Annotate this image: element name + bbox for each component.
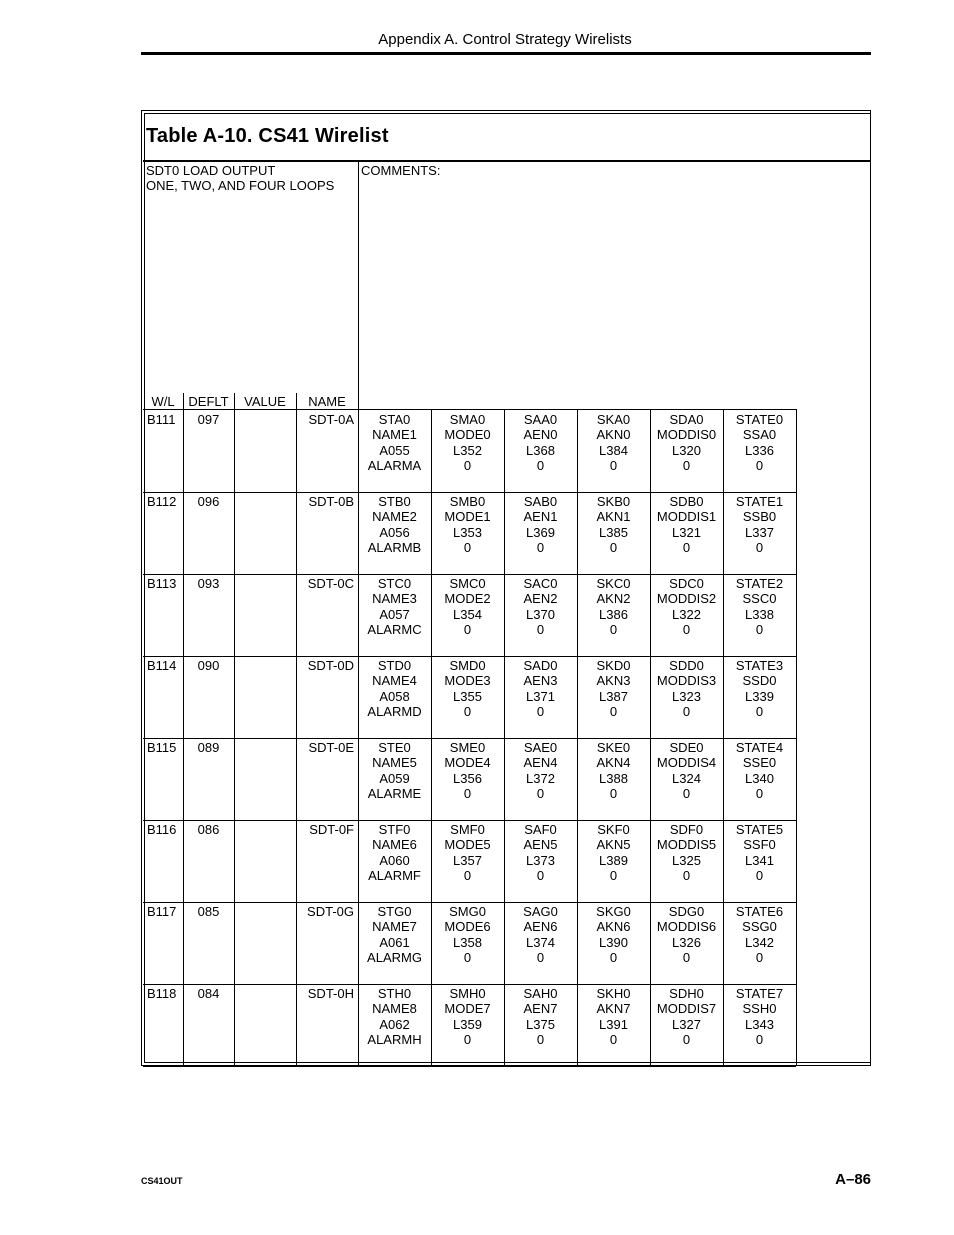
block-parameter-line: AEN4 (523, 755, 558, 771)
block-parameter-line: SDD0 (669, 658, 704, 673)
block-parameter-cell (358, 740, 431, 801)
block-parameter-line: NAME1 (372, 427, 417, 443)
block-parameter-line: SMH0 (449, 986, 486, 1001)
block-parameter-line: AEN1 (523, 509, 558, 525)
block-parameter-cell (431, 658, 504, 719)
block-parameter-line: L338 (745, 606, 774, 622)
table-row (143, 656, 796, 739)
block-parameter-line: L356 (453, 770, 482, 786)
cell-wl: B116 (147, 822, 177, 837)
block-parameter-line: L355 (453, 688, 482, 704)
block-parameter-line: STATE0 (735, 412, 784, 427)
block-parameter-line: L322 (672, 606, 701, 622)
block-parameter-line: L341 (745, 852, 774, 868)
block-parameter-line: STATE7 (735, 986, 784, 1001)
block-parameter-line: 0 (682, 703, 691, 719)
block-parameter-line: SSA0 (742, 427, 777, 443)
block-parameter-line: SDG0 (668, 904, 705, 919)
block-parameter-line: SKE0 (596, 740, 631, 755)
block-parameter-line: STB0 (378, 494, 411, 509)
block-parameter-line: 0 (463, 703, 472, 719)
block-parameter-line: 0 (755, 867, 764, 883)
block-parameter-cell (723, 658, 796, 719)
block-parameter-line: L386 (599, 606, 628, 622)
block-parameter-cell (431, 904, 504, 965)
cell-deflt: 084 (197, 986, 220, 1001)
block-parameter-line: SMC0 (449, 576, 486, 591)
block-parameter-line: ALARMC (367, 621, 422, 637)
cell-name: SDT-0E (308, 740, 354, 755)
block-parameter-cell (723, 412, 796, 473)
block-parameter-line: 0 (609, 785, 618, 801)
block-parameter-line: L373 (526, 852, 555, 868)
block-parameter-line: A057 (379, 606, 410, 622)
block-parameter-line: 0 (609, 539, 618, 555)
block-parameter-cell (358, 494, 431, 555)
block-parameter-cell (431, 740, 504, 801)
block-parameter-line: SKA0 (596, 412, 631, 427)
block-parameter-line: SAG0 (523, 904, 558, 919)
cell-name: SDT-0A (308, 412, 354, 427)
block-parameter-line: 0 (463, 621, 472, 637)
block-parameter-line: SAE0 (523, 740, 558, 755)
block-parameter-cell (358, 904, 431, 965)
block-parameter-cell (577, 658, 650, 719)
block-parameter-line: AEN0 (523, 427, 558, 443)
block-parameter-cell (650, 494, 723, 555)
block-parameter-line: L369 (526, 524, 555, 540)
block-parameter-line: 0 (682, 785, 691, 801)
block-parameter-line: SKD0 (596, 658, 631, 673)
block-parameter-line: 0 (755, 785, 764, 801)
block-parameter-line: A059 (379, 770, 410, 786)
cell-deflt: 093 (197, 576, 220, 591)
column-divider (234, 410, 235, 492)
cell-deflt: 089 (197, 740, 220, 755)
block-parameter-line: 0 (682, 621, 691, 637)
block-parameter-line: NAME7 (372, 919, 417, 935)
block-parameter-cell (723, 904, 796, 965)
block-parameter-line: 0 (463, 457, 472, 473)
block-label-line1: SDT0 LOAD OUTPUT (146, 163, 276, 178)
cell-deflt: 086 (197, 822, 220, 837)
block-parameter-cell (650, 904, 723, 965)
block-parameter-cell (577, 986, 650, 1047)
block-parameter-line: STE0 (378, 740, 411, 755)
grid-right-border (796, 409, 797, 1064)
block-parameter-line: SDC0 (669, 576, 704, 591)
block-parameter-line: SME0 (449, 740, 486, 755)
block-parameter-line: 0 (755, 703, 764, 719)
block-parameter-line: 0 (682, 949, 691, 965)
column-divider (234, 984, 235, 1066)
block-parameter-line: AEN5 (523, 837, 558, 853)
block-parameter-line: SSB0 (742, 509, 777, 525)
block-parameter-line: ALARMG (367, 949, 422, 965)
block-parameter-line: L321 (672, 524, 701, 540)
block-parameter-line: SSH0 (742, 1001, 777, 1017)
block-parameter-line: L387 (599, 688, 628, 704)
cell-name: SDT-0G (307, 904, 354, 919)
block-parameter-line: STF0 (378, 822, 411, 837)
column-header-wl: W/L (151, 394, 175, 409)
block-parameter-cell (577, 494, 650, 555)
page-header-title: Appendix A. Control Strategy Wirelists (378, 31, 632, 48)
cell-wl: B117 (147, 904, 177, 919)
table-row (143, 574, 796, 657)
block-parameter-line: A055 (379, 442, 410, 458)
block-parameter-line: 0 (609, 621, 618, 637)
block-parameter-line: L352 (453, 442, 482, 458)
block-parameter-cell (577, 412, 650, 473)
block-parameter-cell (431, 822, 504, 883)
block-parameter-cell (723, 494, 796, 555)
block-parameter-line: SAH0 (523, 986, 558, 1001)
block-parameter-line: SMG0 (449, 904, 486, 919)
block-parameter-line: NAME8 (372, 1001, 417, 1017)
block-parameter-line: STD0 (377, 658, 412, 673)
column-divider (234, 492, 235, 574)
table-row (143, 984, 796, 1067)
block-parameter-line: L336 (745, 442, 774, 458)
block-parameter-line: SMA0 (449, 412, 486, 427)
block-parameter-line: SSF0 (743, 837, 776, 853)
block-parameter-line: NAME4 (372, 673, 417, 689)
block-parameter-line: L326 (672, 934, 701, 950)
block-parameter-line: 0 (463, 867, 472, 883)
block-parameter-line: SMF0 (450, 822, 485, 837)
block-parameter-line: 0 (609, 867, 618, 883)
block-parameter-line: MODE1 (444, 509, 491, 525)
cell-name: SDT-0C (307, 576, 354, 591)
block-parameter-line: STATE1 (735, 494, 784, 509)
block-parameter-line: MODDIS5 (656, 837, 717, 853)
block-parameter-line: NAME2 (372, 509, 417, 525)
block-parameter-cell (650, 740, 723, 801)
block-parameter-line: AKN4 (596, 755, 631, 771)
block-parameter-cell (723, 740, 796, 801)
block-parameter-cell (504, 904, 577, 965)
block-parameter-line: L337 (745, 524, 774, 540)
block-parameter-cell (358, 822, 431, 883)
block-parameter-cell (650, 658, 723, 719)
column-divider (234, 902, 235, 984)
cell-wl: B114 (147, 658, 177, 673)
cell-name: SDT-0B (308, 494, 354, 509)
block-parameter-cell (504, 986, 577, 1047)
block-parameter-line: SKC0 (596, 576, 631, 591)
block-parameter-line: ALARME (367, 785, 422, 801)
block-parameter-cell (504, 412, 577, 473)
block-parameter-line: STATE2 (735, 576, 784, 591)
table-row (143, 410, 796, 493)
block-parameter-line: L370 (526, 606, 555, 622)
block-parameter-line: SKB0 (596, 494, 631, 509)
cell-deflt: 090 (197, 658, 220, 673)
block-parameter-line: 0 (536, 1031, 545, 1047)
block-parameter-cell (504, 576, 577, 637)
block-parameter-line: SMD0 (449, 658, 486, 673)
block-parameter-line: L358 (453, 934, 482, 950)
block-label (146, 163, 334, 193)
block-parameter-line: SDB0 (669, 494, 704, 509)
block-parameter-line: NAME6 (372, 837, 417, 853)
block-parameter-line: SAD0 (523, 658, 558, 673)
block-parameter-line: L368 (526, 442, 555, 458)
block-parameter-cell (577, 740, 650, 801)
block-parameter-line: A062 (379, 1016, 410, 1032)
block-parameter-line: L340 (745, 770, 774, 786)
block-parameter-line: SAB0 (523, 494, 558, 509)
block-parameter-line: 0 (682, 457, 691, 473)
block-parameter-line: 0 (755, 539, 764, 555)
block-parameter-line: 0 (536, 539, 545, 555)
block-parameter-line: 0 (682, 1031, 691, 1047)
block-parameter-line: AKN6 (596, 919, 631, 935)
block-parameter-line: 0 (463, 539, 472, 555)
block-parameter-line: 0 (682, 867, 691, 883)
comments-divider (358, 161, 359, 410)
header-rule (141, 52, 871, 55)
block-parameter-line: L374 (526, 934, 555, 950)
block-parameter-line: 0 (536, 703, 545, 719)
cell-wl: B111 (147, 412, 176, 427)
block-parameter-line: STG0 (377, 904, 412, 919)
block-parameter-line: L359 (453, 1016, 482, 1032)
block-parameter-cell (504, 822, 577, 883)
block-parameter-line: SMB0 (449, 494, 486, 509)
block-parameter-line: 0 (609, 1031, 618, 1047)
block-parameter-line: MODDIS1 (656, 509, 717, 525)
table-row (143, 902, 796, 985)
column-divider (234, 656, 235, 738)
footer-doc-id: CS41OUT (141, 1176, 183, 1186)
block-parameter-cell (358, 412, 431, 473)
block-parameter-line: ALARMA (367, 457, 422, 473)
block-parameter-line: 0 (463, 1031, 472, 1047)
column-divider (234, 820, 235, 902)
block-parameter-line: MODDIS4 (656, 755, 717, 771)
block-parameter-line: L389 (599, 852, 628, 868)
block-parameter-line: SAA0 (523, 412, 558, 427)
header-separator (183, 393, 184, 409)
header-separator (234, 393, 235, 409)
block-parameter-line: MODE7 (444, 1001, 491, 1017)
block-parameter-line: L343 (745, 1016, 774, 1032)
block-parameter-line: 0 (536, 785, 545, 801)
table-row (143, 820, 796, 903)
block-parameter-line: AKN3 (596, 673, 631, 689)
block-parameter-cell (577, 576, 650, 637)
block-parameter-cell (504, 658, 577, 719)
block-parameter-line: L320 (672, 442, 701, 458)
column-header-deflt: DEFLT (188, 394, 229, 409)
block-parameter-line: 0 (755, 1031, 764, 1047)
block-parameter-line: STATE3 (735, 658, 784, 673)
block-parameter-line: AKN7 (596, 1001, 631, 1017)
block-parameter-line: MODE4 (444, 755, 491, 771)
block-parameter-line: ALARMD (367, 703, 422, 719)
block-parameter-line: L385 (599, 524, 628, 540)
block-parameter-line: SKG0 (596, 904, 631, 919)
block-parameter-line: L327 (672, 1016, 701, 1032)
block-parameter-line: SAC0 (523, 576, 558, 591)
block-parameter-cell (723, 576, 796, 637)
block-parameter-cell (577, 904, 650, 965)
block-parameter-line: MODE6 (444, 919, 491, 935)
block-parameter-line: MODDIS0 (656, 427, 717, 443)
block-parameter-line: SAF0 (524, 822, 557, 837)
block-parameter-line: AKN0 (596, 427, 631, 443)
block-parameter-line: 0 (536, 621, 545, 637)
title-rule (143, 160, 871, 162)
block-parameter-cell (650, 412, 723, 473)
block-parameter-line: A060 (379, 852, 410, 868)
block-parameter-line: NAME3 (372, 591, 417, 607)
block-parameter-line: STC0 (377, 576, 412, 591)
block-parameter-line: MODE5 (444, 837, 491, 853)
block-parameter-line: MODDIS2 (656, 591, 717, 607)
block-parameter-line: SKH0 (596, 986, 631, 1001)
block-parameter-line: SSG0 (742, 919, 777, 935)
cell-name: SDT-0D (307, 658, 354, 673)
cell-deflt: 085 (197, 904, 220, 919)
block-parameter-line: AKN1 (596, 509, 631, 525)
cell-deflt: 097 (197, 412, 220, 427)
block-parameter-line: MODDIS6 (656, 919, 717, 935)
block-parameter-line: A058 (379, 688, 410, 704)
block-parameter-line: MODE3 (444, 673, 491, 689)
block-parameter-line: L353 (453, 524, 482, 540)
block-parameter-cell (431, 494, 504, 555)
block-parameter-line: MODE0 (444, 427, 491, 443)
block-parameter-line: 0 (609, 703, 618, 719)
block-parameter-line: ALARMB (367, 539, 422, 555)
table-title: Table A-10. CS41 Wirelist (146, 125, 389, 147)
block-parameter-line: L390 (599, 934, 628, 950)
cell-deflt: 096 (197, 494, 220, 509)
block-parameter-line: 0 (755, 457, 764, 473)
block-parameter-line: L342 (745, 934, 774, 950)
block-parameter-line: L375 (526, 1016, 555, 1032)
cell-wl: B113 (147, 576, 177, 591)
table-row (143, 492, 796, 575)
block-parameter-line: STH0 (377, 986, 412, 1001)
block-parameter-line: STATE4 (735, 740, 784, 755)
block-parameter-line: AEN6 (523, 919, 558, 935)
block-parameter-line: STATE5 (735, 822, 784, 837)
block-parameter-line: SDA0 (669, 412, 704, 427)
block-parameter-line: 0 (536, 457, 545, 473)
block-parameter-line: STATE6 (735, 904, 784, 919)
table-row (143, 738, 796, 821)
block-parameter-line: AKN2 (596, 591, 631, 607)
block-parameter-line: L357 (453, 852, 482, 868)
block-parameter-line: AEN3 (523, 673, 558, 689)
block-parameter-line: SSD0 (742, 673, 777, 689)
block-parameter-line: A061 (379, 934, 410, 950)
block-parameter-cell (431, 412, 504, 473)
block-parameter-line: L391 (599, 1016, 628, 1032)
block-parameter-line: L339 (745, 688, 774, 704)
block-parameter-line: L325 (672, 852, 701, 868)
block-parameter-cell (650, 986, 723, 1047)
block-parameter-line: SSE0 (742, 755, 777, 771)
block-parameter-line: AEN7 (523, 1001, 558, 1017)
block-parameter-line: SDH0 (669, 986, 704, 1001)
block-parameter-line: NAME5 (372, 755, 417, 771)
block-parameter-line: STA0 (378, 412, 411, 427)
footer-page-number: A–86 (835, 1171, 871, 1188)
block-parameter-line: L354 (453, 606, 482, 622)
column-header-name: NAME (308, 394, 346, 409)
block-parameter-line: L323 (672, 688, 701, 704)
column-header-value: VALUE (244, 394, 286, 409)
block-parameter-cell (431, 986, 504, 1047)
column-divider (234, 738, 235, 820)
block-parameter-line: 0 (536, 867, 545, 883)
block-parameter-line: 0 (755, 949, 764, 965)
block-parameter-cell (723, 986, 796, 1047)
block-parameter-line: ALARMH (367, 1031, 422, 1047)
block-parameter-line: SKF0 (597, 822, 630, 837)
cell-name: SDT-0H (307, 986, 354, 1001)
block-parameter-line: L384 (599, 442, 628, 458)
block-parameter-line: MODDIS7 (656, 1001, 717, 1017)
block-parameter-line: L372 (526, 770, 555, 786)
block-parameter-line: 0 (609, 457, 618, 473)
block-parameter-line: AEN2 (523, 591, 558, 607)
block-parameter-line: A056 (379, 524, 410, 540)
block-parameter-line: MODE2 (444, 591, 491, 607)
cell-wl: B112 (147, 494, 177, 509)
comments-label: COMMENTS: (361, 163, 441, 178)
block-parameter-cell (358, 658, 431, 719)
block-parameter-line: SSC0 (742, 591, 777, 607)
block-parameter-cell (358, 986, 431, 1047)
block-parameter-line: 0 (755, 621, 764, 637)
block-parameter-line: 0 (682, 539, 691, 555)
block-parameter-line: AKN5 (596, 837, 631, 853)
block-parameter-line: L371 (526, 688, 555, 704)
block-parameter-line: 0 (609, 949, 618, 965)
column-divider (234, 574, 235, 656)
cell-name: SDT-0F (309, 822, 354, 837)
block-label-line2: ONE, TWO, AND FOUR LOOPS (146, 178, 335, 193)
cell-wl: B118 (147, 986, 177, 1001)
block-parameter-line: 0 (536, 949, 545, 965)
block-parameter-line: SDF0 (669, 822, 704, 837)
block-parameter-cell (504, 494, 577, 555)
block-parameter-cell (358, 576, 431, 637)
header-separator (296, 393, 297, 409)
block-parameter-line: 0 (463, 949, 472, 965)
block-parameter-line: MODDIS3 (656, 673, 717, 689)
block-parameter-cell (723, 822, 796, 883)
cell-wl: B115 (147, 740, 177, 755)
block-parameter-cell (431, 576, 504, 637)
block-parameter-line: ALARMF (368, 867, 421, 883)
block-parameter-cell (650, 822, 723, 883)
block-parameter-cell (577, 822, 650, 883)
block-parameter-line: L388 (599, 770, 628, 786)
block-parameter-line: 0 (463, 785, 472, 801)
block-parameter-cell (504, 740, 577, 801)
block-parameter-line: L324 (672, 770, 701, 786)
block-parameter-cell (650, 576, 723, 637)
block-parameter-line: SDE0 (669, 740, 704, 755)
